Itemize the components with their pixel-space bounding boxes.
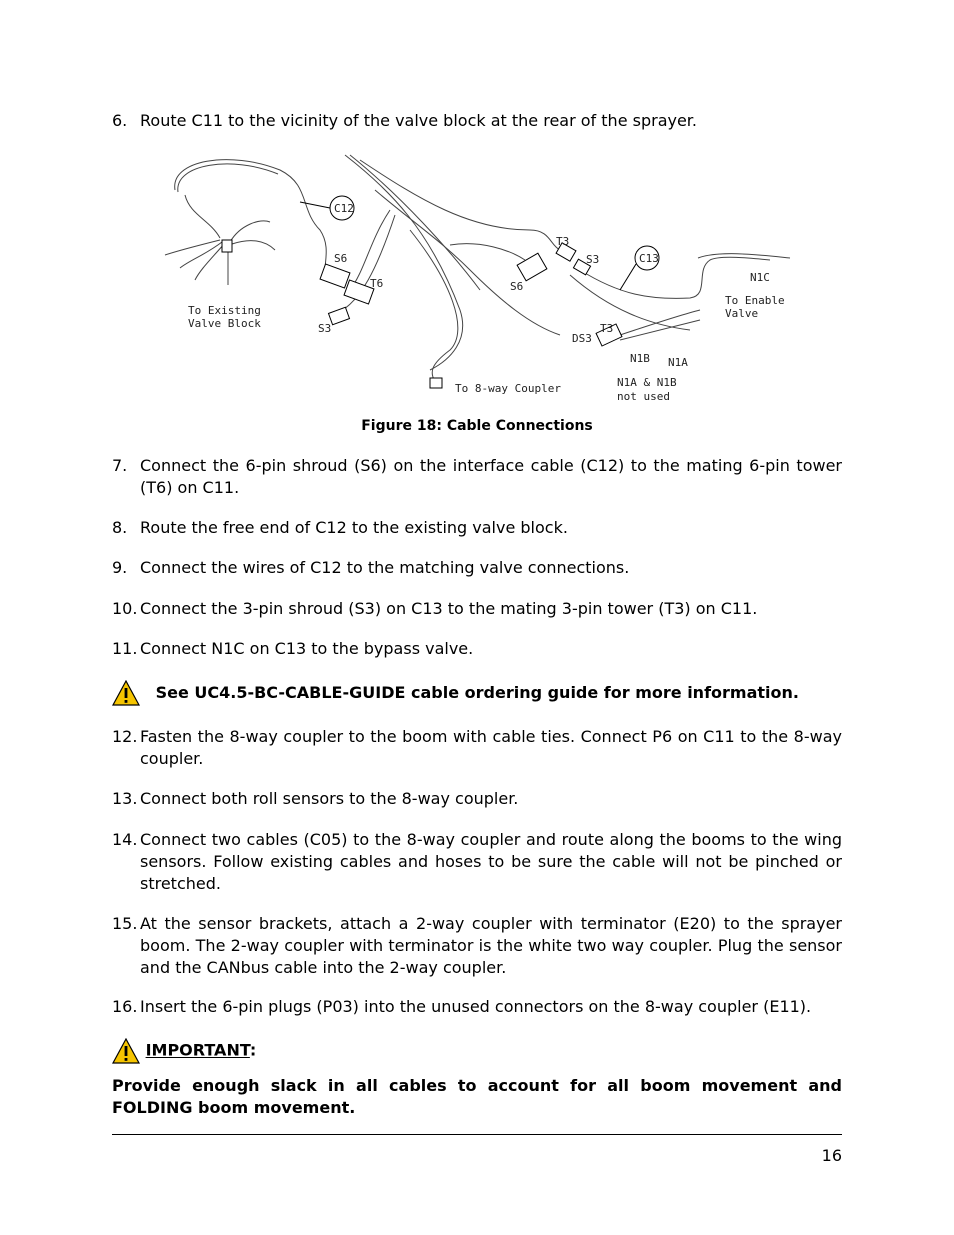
step-number: 15. xyxy=(112,914,138,933)
step-8 xyxy=(112,517,842,539)
cable-connections-figure xyxy=(150,150,810,410)
step-9 xyxy=(112,557,842,579)
step-number: 10. xyxy=(112,599,138,618)
important-text: Provide enough slack in all cables to account for all boom movement and FOLDING boom movement. xyxy=(112,1076,842,1117)
step-14 xyxy=(112,829,842,895)
step-text: Route the free end of C12 to the existing valve block. xyxy=(140,518,568,537)
step-number: 6. xyxy=(112,111,128,130)
label-n1a: N1A xyxy=(668,356,688,369)
label-c13: C13 xyxy=(639,252,659,265)
page-number: 16 xyxy=(821,1146,842,1165)
figure-caption: Figure 18: Cable Connections xyxy=(361,418,593,434)
label-t6: T6 xyxy=(370,277,384,290)
step-text: Connect two cables (C05) to the 8-way coupler and route along the booms to the wing sensors. Follow existing cables and hoses to be sure the cable will not be pinched or stretched. xyxy=(140,830,842,893)
step-number: 8. xyxy=(112,518,128,537)
step-number: 7. xyxy=(112,456,128,475)
warning-icon xyxy=(112,680,140,706)
label-coupler: To 8-way Coupler xyxy=(455,382,561,395)
important-heading xyxy=(112,1038,842,1064)
label-n1c: N1C xyxy=(750,271,770,284)
label-n1b: N1B xyxy=(630,352,650,365)
step-12 xyxy=(112,726,842,770)
important-colon: : xyxy=(249,1040,257,1060)
step-15 xyxy=(112,913,842,979)
step-11 xyxy=(112,638,842,660)
step-number: 9. xyxy=(112,558,128,577)
step-number: 13. xyxy=(112,789,138,808)
label-existing-1: To Existing xyxy=(188,304,261,317)
step-10 xyxy=(112,598,842,620)
step-text: Connect the 3-pin shroud (S3) on C13 to the mating 3-pin tower (T3) on C11. xyxy=(140,599,758,618)
label-t3-lower: T3 xyxy=(600,322,614,335)
step-text: Connect the 6-pin shroud (S6) on the interface cable (C12) to the mating 6-pin tower (T6) on C11. xyxy=(140,456,842,497)
step-text: Route C11 to the vicinity of the valve block at the rear of the sprayer. xyxy=(140,111,697,130)
step-text: Insert the 6-pin plugs (P03) into the unused connectors on the 8-way coupler (E11). xyxy=(140,997,812,1016)
step-13 xyxy=(112,788,842,810)
step-16 xyxy=(112,996,842,1018)
label-s6-right: S6 xyxy=(510,280,524,293)
note-text: See UC4.5-BC-CABLE-GUIDE cable ordering guide for more information. xyxy=(155,682,799,702)
step-text: Connect N1C on C13 to the bypass valve. xyxy=(140,639,474,658)
label-t3-top: T3 xyxy=(556,235,570,248)
step-7 xyxy=(112,455,842,499)
footer-rule xyxy=(112,1134,842,1135)
label-unused-1: N1A & N1B xyxy=(617,376,677,389)
step-text: Fasten the 8-way coupler to the boom with cable ties. Connect P6 on C11 to the 8-way coupler. xyxy=(140,727,842,768)
step-number: 11. xyxy=(112,639,138,658)
label-s3-right: S3 xyxy=(586,253,600,266)
warning-icon xyxy=(112,1038,140,1064)
step-text: Connect the wires of C12 to the matching valve connections. xyxy=(140,558,630,577)
label-enable-2: Valve xyxy=(725,307,759,320)
label-c12: C12 xyxy=(334,202,354,215)
step-6 xyxy=(112,110,842,132)
step-text: At the sensor brackets, attach a 2-way coupler with terminator (E20) to the sprayer boom. The 2-way coupler with terminator is the white two way coupler. Plug the sensor and the CANbus cable into the 2-way coupler. xyxy=(140,914,842,977)
label-s3-left: S3 xyxy=(318,322,332,335)
cable-guide-note xyxy=(112,680,842,706)
label-ds3: DS3 xyxy=(572,332,592,345)
label-existing-2: Valve Block xyxy=(188,317,261,330)
step-number: 16. xyxy=(112,997,138,1016)
step-text: Connect both roll sensors to the 8-way coupler. xyxy=(140,789,519,808)
important-label: IMPORTANT xyxy=(145,1040,250,1060)
step-number: 14. xyxy=(112,830,138,849)
step-number: 12. xyxy=(112,727,138,746)
label-unused-2: not used xyxy=(617,390,670,403)
label-enable-1: To Enable xyxy=(725,294,785,307)
label-s6-left: S6 xyxy=(334,252,348,265)
